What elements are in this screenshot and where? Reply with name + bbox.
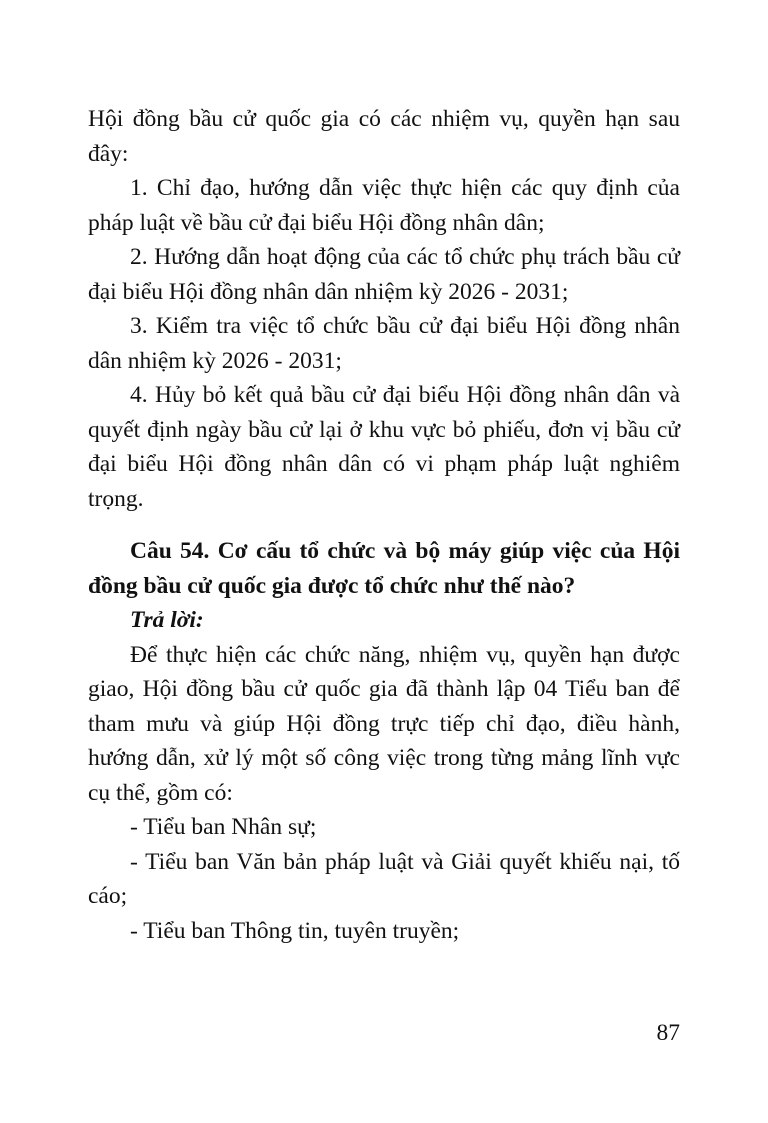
paragraph-item-4: 4. Hủy bỏ kết quả bầu cử đại biểu Hội đồng nhân dân và quyết định ngày bầu cử lại ở khu vực bỏ phiếu, đơn vị bầu cử đại biểu Hội đồng nhân dân có vi phạm pháp luật nghiêm trọng. [88, 382, 680, 512]
page-content [88, 102, 680, 948]
page-number: 87 [656, 1020, 680, 1046]
paragraph-intro: Hội đồng bầu cử quốc gia có các nhiệm vụ, quyền hạn sau đây: [88, 106, 680, 167]
list-item-subcommittee-1: - Tiểu ban Nhân sự; [130, 814, 317, 840]
list-item-subcommittee-2: - Tiểu ban Văn bản pháp luật và Giải quyết khiếu nại, tố cáo; [88, 848, 680, 909]
question-heading: Câu 54. Cơ cấu tổ chức và bộ máy giúp việc của Hội đồng bầu cử quốc gia được tổ chức như thế nào? [88, 538, 680, 599]
paragraph-item-2: 2. Hướng dẫn hoạt động của các tổ chức phụ trách bầu cử đại biểu Hội đồng nhân dân nhiệm kỳ 2026 - 2031; [88, 244, 680, 305]
paragraph-item-1: 1. Chỉ đạo, hướng dẫn việc thực hiện các quy định của pháp luật về bầu cử đại biểu Hội đồng nhân dân; [88, 175, 680, 236]
answer-label: Trả lời: [130, 607, 204, 633]
answer-paragraph: Để thực hiện các chức năng, nhiệm vụ, quyền hạn được giao, Hội đồng bầu cử quốc gia đã thành lập 04 Tiểu ban để tham mưu và giúp Hội đồng trực tiếp chỉ đạo, điều hành, hướng dẫn, xử lý một số công việc trong từng mảng lĩnh vực cụ thể, gồm có: [88, 641, 680, 806]
list-item-subcommittee-3: - Tiểu ban Thông tin, tuyên truyền; [130, 917, 460, 944]
paragraph-item-3: 3. Kiểm tra việc tổ chức bầu cử đại biểu Hội đồng nhân dân nhiệm kỳ 2026 - 2031; [88, 313, 680, 374]
